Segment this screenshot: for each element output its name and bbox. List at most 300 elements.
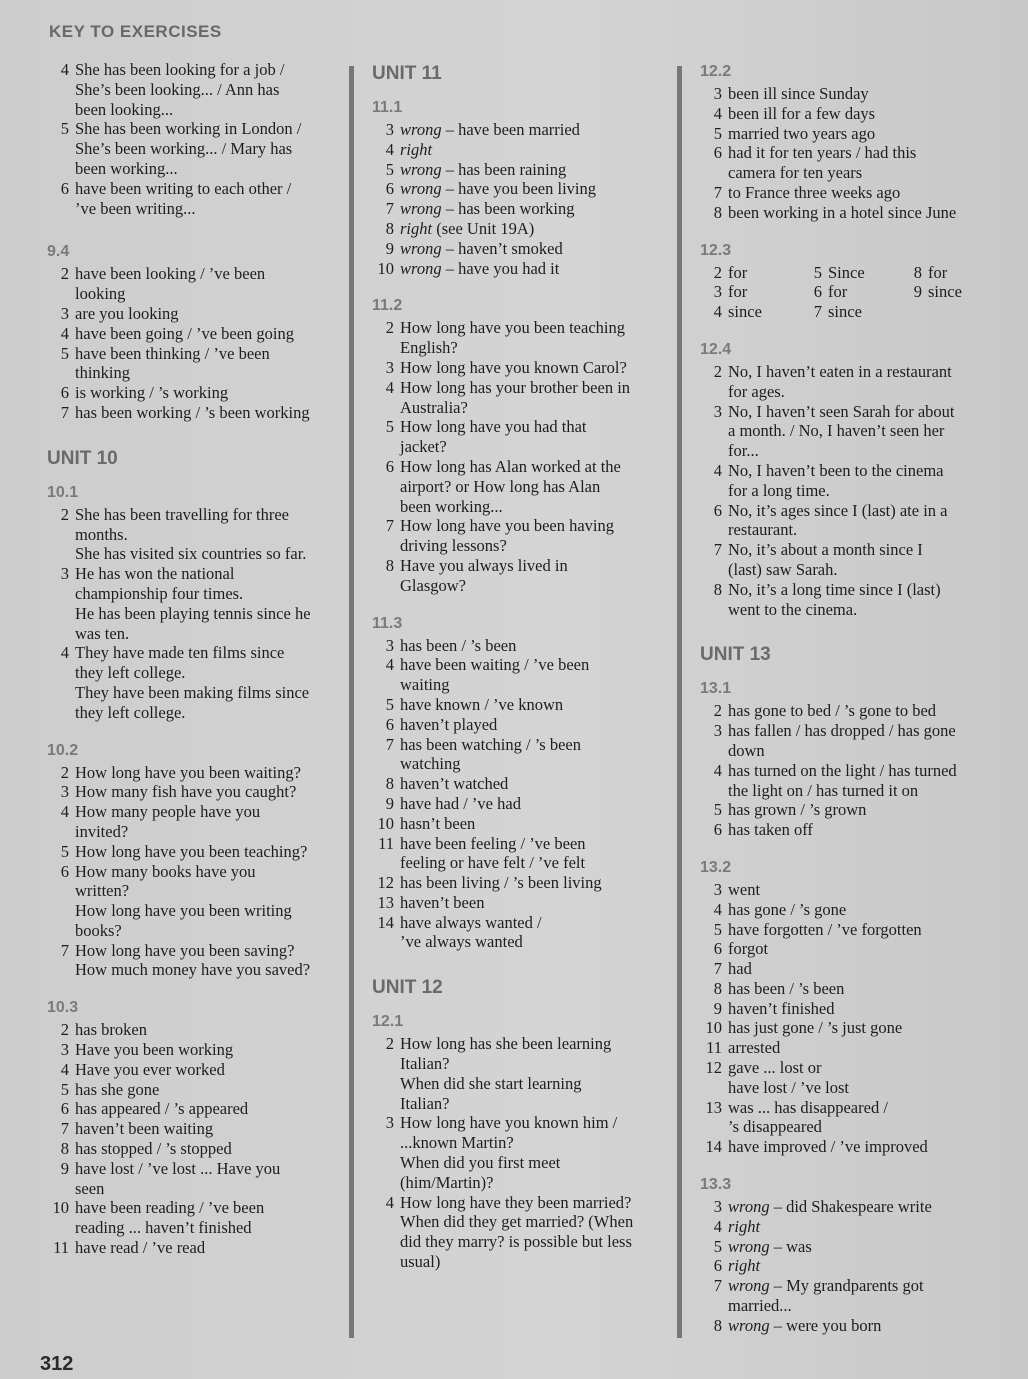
answer-line [47, 100, 347, 120]
answer-line [700, 540, 1000, 560]
item-number: 7 [385, 734, 394, 754]
answer-correction: – has been raining [441, 159, 567, 179]
item-number: 4 [385, 655, 394, 675]
answer-text [722, 1276, 924, 1296]
answer-line [372, 735, 672, 755]
answer-text: has grown / ’s grown [728, 800, 867, 820]
answer-text: has been living / ’s been living [400, 873, 602, 893]
answer-line [372, 199, 672, 219]
section-title: 10.2 [47, 741, 79, 759]
answer-line [372, 1074, 672, 1094]
answer-text: been ill since Sunday [728, 84, 869, 103]
answer-line [700, 1197, 1000, 1217]
answer-line [372, 893, 672, 913]
answer-text: ...known Martin? [400, 1133, 514, 1153]
answer-line [372, 853, 672, 873]
answer-line [700, 520, 1000, 540]
answer-line [47, 901, 347, 921]
answer-text: for... [728, 441, 759, 461]
answer-text: No, I haven’t seen Sarah for about [728, 401, 955, 421]
section-title: 12.1 [372, 1013, 404, 1031]
answer-correction: – have you been living [441, 179, 596, 199]
answer-line [700, 979, 1000, 999]
item-number: 10 [377, 258, 394, 278]
answer-text: How much money have you saved? [75, 960, 311, 980]
answer-text: watching [400, 754, 461, 774]
item-number: 3 [713, 1197, 722, 1217]
answer-text: months. [75, 524, 128, 544]
answer-verdict: wrong [400, 199, 442, 219]
answer-line [700, 1058, 1000, 1078]
answer-text: has just gone / ’s just gone [728, 1018, 903, 1038]
answer-line [47, 60, 347, 80]
answer-line [700, 1137, 1000, 1157]
answer-line [372, 1054, 672, 1074]
answer-line [700, 382, 1000, 402]
answer-line [47, 763, 347, 783]
answer-line [700, 1316, 1000, 1336]
answer-text: (him/Martin)? [400, 1172, 494, 1192]
item-number: 5 [385, 417, 394, 437]
answer-text: ’ve always wanted [400, 932, 523, 952]
item-number: 3 [713, 282, 722, 302]
answer-text: haven’t played [400, 714, 498, 734]
answer-line [372, 358, 672, 378]
item-number [372, 1054, 394, 1074]
answer-text: How many people have you [75, 802, 261, 822]
item-number: 4 [713, 899, 722, 919]
answer-text: books? [75, 920, 122, 940]
answer-text: How long have you been writing [75, 901, 292, 921]
answer-line [700, 741, 1000, 761]
item-number: 8 [60, 1139, 69, 1159]
item-number: 7 [60, 402, 69, 422]
answer-text [722, 1237, 812, 1257]
answer-line [372, 556, 672, 576]
answer-text: arrested [728, 1038, 781, 1058]
item-number: 11 [53, 1238, 69, 1258]
answer-line [700, 362, 1000, 382]
answer-line [47, 624, 347, 644]
item-number: 8 [913, 262, 922, 282]
answer-text: haven’t been [400, 892, 485, 912]
item-number: 2 [60, 264, 69, 284]
answer-text: for a long time. [728, 480, 830, 500]
item-number [47, 624, 69, 644]
item-number [47, 881, 69, 901]
answer-line [700, 104, 1000, 124]
answer-text: is working / ’s working [75, 383, 229, 403]
answer-text [722, 1217, 760, 1237]
item-number: 6 [385, 456, 394, 476]
answer-line [47, 139, 347, 159]
page-number: 312 [40, 1353, 74, 1375]
answer-line [47, 1099, 347, 1119]
answer-line [372, 1173, 672, 1193]
answer-text: for [928, 262, 948, 282]
answer-line [47, 683, 347, 703]
item-number: 5 [713, 123, 722, 143]
answer-line [47, 1119, 347, 1139]
item-number [47, 363, 69, 383]
answer-line [700, 183, 1000, 203]
answer-text: to France three weeks ago [728, 182, 901, 202]
answer-line [372, 932, 672, 952]
item-number [47, 100, 69, 120]
answer-line [372, 1113, 672, 1133]
answer-text: How long have you had that [400, 417, 587, 437]
answer-line [47, 525, 347, 545]
item-number [372, 1094, 394, 1114]
answer-line [700, 1117, 1000, 1137]
item-number [372, 338, 394, 358]
answer-line [700, 1038, 1000, 1058]
answer-text: have lost / ’ve lost ... Have you [75, 1158, 281, 1178]
answer-line [47, 80, 347, 100]
item-number [47, 703, 69, 723]
item-number: 4 [385, 1192, 394, 1212]
section-title: 10.1 [47, 483, 79, 501]
answer-text: have been thinking / ’ve been [75, 343, 270, 363]
item-number: 3 [60, 564, 69, 584]
item-number: 3 [385, 1113, 394, 1133]
item-number [47, 1218, 69, 1238]
item-number [47, 159, 69, 179]
answer-grid [700, 263, 1000, 322]
answer-text: restaurant. [728, 520, 798, 540]
section-title: 10.3 [47, 999, 79, 1017]
item-number: 5 [60, 119, 69, 139]
answer-line [700, 84, 1000, 104]
answer-text: married two years ago [728, 123, 876, 143]
answer-text: When did she start learning [400, 1073, 582, 1093]
answer-line [372, 636, 672, 656]
answer-line [47, 199, 347, 219]
answer-text: How many fish have you caught? [75, 782, 297, 802]
item-number: 7 [713, 182, 722, 202]
answer-line [372, 219, 672, 239]
answer-line [47, 584, 347, 604]
answer-verdict: wrong [400, 258, 442, 278]
answer-text: She has been travelling for three [75, 504, 289, 524]
section-title: 12.2 [700, 63, 732, 80]
answer-line [372, 1094, 672, 1114]
answer-line [372, 774, 672, 794]
answer-correction: – have been married [441, 120, 580, 139]
item-number [47, 80, 69, 100]
item-number: 4 [713, 460, 722, 480]
answer-text: haven’t finished [728, 998, 835, 1018]
item-number: 3 [60, 782, 69, 802]
section-title: 11.1 [372, 99, 403, 116]
answer-line [700, 1098, 1000, 1118]
answer-line [700, 1296, 1000, 1316]
column-divider-right [677, 66, 682, 1338]
unit-title: UNIT 11 [372, 63, 442, 84]
answer-verdict: wrong [400, 120, 442, 139]
answer-text: has been working / ’s been working [75, 402, 310, 422]
answer-text: How many books have you [75, 861, 256, 881]
answer-line [372, 814, 672, 834]
answer-text: How long have you known him / [400, 1113, 618, 1133]
answer-line [47, 643, 347, 663]
item-number [700, 600, 722, 620]
item-number [47, 663, 69, 683]
item-number: 11 [706, 1038, 722, 1058]
answer-line [372, 417, 672, 437]
answer-correction: – has been working [441, 199, 575, 219]
answer-text: since [928, 282, 962, 302]
section-title: 9.4 [47, 243, 70, 261]
answer-line [372, 497, 672, 517]
item-number [47, 199, 69, 219]
answer-text: for [828, 282, 848, 302]
answer-text: camera for ten years [728, 163, 863, 183]
item-number [372, 576, 394, 596]
item-number: 6 [60, 383, 69, 403]
item-number [372, 675, 394, 695]
answer-text: reading ... haven’t finished [75, 1218, 252, 1238]
answer-text: has fallen / has dropped / has gone [728, 721, 956, 741]
answer-text: has been / ’s been [400, 635, 517, 655]
answer-line [47, 304, 347, 324]
answer-line [47, 159, 347, 179]
answer-line [372, 794, 672, 814]
answer-line [47, 1139, 347, 1159]
answer-text: has gone to bed / ’s gone to bed [728, 701, 937, 721]
item-number [47, 284, 69, 304]
answer-text: have been writing to each other / [75, 178, 292, 198]
item-number: 8 [385, 774, 394, 794]
item-number [372, 497, 394, 517]
answer-line [372, 477, 672, 497]
answer-line [700, 999, 1000, 1019]
item-number [47, 604, 69, 624]
answer-text [394, 199, 574, 219]
answer-text: seen [75, 1178, 105, 1198]
item-number: 3 [385, 357, 394, 377]
section-title: 11.3 [372, 614, 403, 632]
answer-verdict: wrong [728, 1315, 770, 1335]
item-number: 5 [713, 1236, 722, 1256]
item-number [372, 398, 394, 418]
answer-line [47, 264, 347, 284]
item-number: 6 [60, 861, 69, 881]
answer-line [700, 580, 1000, 600]
answer-line [700, 124, 1000, 144]
answer-line [47, 324, 347, 344]
answer-line [700, 920, 1000, 940]
answer-line [700, 600, 1000, 620]
item-number [47, 683, 69, 703]
item-number: 2 [713, 701, 722, 721]
answer-text: Since [828, 262, 865, 282]
item-number: 10 [377, 813, 394, 833]
answer-cell [700, 263, 800, 283]
answer-text: jacket? [400, 437, 447, 457]
answer-text: been ill for a few days [728, 103, 876, 123]
item-number: 12 [705, 1058, 722, 1078]
item-number: 9 [60, 1158, 69, 1178]
answer-line [700, 880, 1000, 900]
item-number [47, 921, 69, 941]
answer-line [372, 378, 672, 398]
answer-text: feeling or have felt / ’ve felt [400, 853, 586, 873]
section-title: 13.1 [700, 680, 732, 698]
answer-line [372, 338, 672, 358]
item-number: 4 [713, 760, 722, 780]
answer-text: How long have you been waiting? [75, 762, 301, 782]
item-number: 6 [713, 143, 722, 163]
answer-text [722, 1316, 881, 1336]
answer-text: Australia? [400, 397, 468, 417]
column-1 [47, 60, 347, 1258]
answer-text: English? [400, 338, 458, 358]
answer-line [47, 344, 347, 364]
answer-verdict: wrong [400, 179, 442, 199]
answer-line [372, 1232, 672, 1252]
answer-text: have been looking / ’ve been [75, 264, 266, 284]
item-number [372, 853, 394, 873]
answer-line [372, 695, 672, 715]
answer-text: has gone / ’s gone [728, 899, 847, 919]
answer-text: How long have you been having [400, 516, 614, 536]
answer-text: He has been playing tennis since he [75, 603, 311, 623]
unit-title: UNIT 10 [47, 447, 118, 469]
answer-line [47, 881, 347, 901]
item-number: 7 [385, 516, 394, 536]
answer-text: airport? or How long has Alan [400, 476, 601, 496]
answer-line [700, 560, 1000, 580]
item-number: 3 [713, 721, 722, 741]
item-number: 8 [385, 218, 394, 238]
answer-text: are you looking [75, 303, 179, 323]
answer-cell [800, 282, 900, 302]
answer-text: the light on / has turned it on [728, 780, 919, 800]
column-2 [372, 60, 672, 1272]
item-number [372, 477, 394, 497]
item-number: 4 [60, 643, 69, 663]
answer-text: been working... [400, 496, 503, 516]
answer-line [700, 761, 1000, 781]
answer-text: has stopped / ’s stopped [75, 1139, 232, 1159]
item-number [372, 437, 394, 457]
item-number: 3 [713, 879, 722, 899]
item-number: 4 [60, 60, 69, 79]
item-number [372, 1212, 394, 1232]
item-number: 10 [52, 1198, 69, 1218]
item-number [47, 960, 69, 980]
item-number: 2 [60, 762, 69, 782]
answer-text: has been watching / ’s been [400, 734, 581, 754]
answer-text: been working in a hotel since June [728, 202, 957, 222]
item-number: 3 [60, 1040, 69, 1060]
answer-verdict: right [400, 139, 433, 159]
answer-verdict: wrong [400, 238, 442, 258]
answer-text: have known / ’ve known [400, 694, 564, 714]
answer-line [47, 1179, 347, 1199]
answer-line [47, 862, 347, 882]
answer-line [372, 1034, 672, 1054]
answer-text: was ten. [75, 623, 130, 643]
answer-correction: – were you born [769, 1315, 882, 1335]
answer-text: looking [75, 284, 126, 304]
answer-line [47, 822, 347, 842]
item-number: 6 [60, 1099, 69, 1119]
answer-text: They have made ten films since [75, 643, 285, 663]
item-number: 2 [385, 1034, 394, 1054]
answer-text: did they marry? is possible but less [400, 1232, 632, 1252]
answer-line [700, 939, 1000, 959]
answer-cell [800, 302, 900, 322]
item-number: 14 [377, 912, 394, 932]
answer-text: for [728, 262, 748, 282]
answer-cell [900, 282, 1000, 302]
item-number [372, 1074, 394, 1094]
item-number: 10 [705, 1018, 722, 1038]
answer-line [372, 913, 672, 933]
item-number: 4 [713, 1216, 722, 1236]
item-number: 13 [377, 892, 394, 912]
answer-line [372, 259, 672, 279]
answer-line [372, 179, 672, 199]
answer-text: been working... [75, 158, 178, 178]
answer-text: married... [728, 1296, 792, 1316]
item-number [372, 932, 394, 952]
item-number: 13 [705, 1097, 722, 1117]
answer-text: have been waiting / ’ve been [400, 655, 590, 675]
answer-line [700, 1256, 1000, 1276]
answer-line [700, 481, 1000, 501]
answer-text [394, 219, 534, 239]
page-header: KEY TO EXERCISES [49, 22, 222, 41]
answer-text: have been going / ’ve been going [75, 323, 295, 343]
answer-line [372, 754, 672, 774]
item-number: 5 [385, 159, 394, 179]
answer-text: Glasgow? [400, 575, 466, 595]
answer-text: No, it’s about a month since I [728, 540, 923, 560]
answer-line [700, 1018, 1000, 1038]
answer-text [394, 259, 559, 279]
answer-text: went to the cinema. [728, 599, 858, 619]
item-number: 6 [713, 939, 722, 959]
answer-line [372, 516, 672, 536]
answer-line [372, 715, 672, 735]
answer-line [372, 536, 672, 556]
answer-text: She has visited six countries so far. [75, 544, 307, 564]
item-number: 4 [713, 302, 722, 322]
answer-text [394, 140, 432, 160]
answer-text: (last) saw Sarah. [728, 559, 838, 579]
answer-text: She’s been looking... / Ann has [75, 79, 280, 99]
answer-line [372, 140, 672, 160]
answer-correction: – have you had it [441, 258, 560, 278]
answer-text: No, it’s ages since I (last) ate in a [728, 500, 948, 520]
answer-text: No, I haven’t eaten in a restaurant [728, 361, 952, 381]
item-number: 8 [713, 579, 722, 599]
answer-line [47, 703, 347, 723]
answer-text: How long have you been teaching? [75, 841, 308, 861]
answer-line [700, 461, 1000, 481]
item-number: 9 [913, 282, 922, 302]
answer-line [372, 160, 672, 180]
answer-line [700, 163, 1000, 183]
answer-text: No, it’s a long time since I (last) [728, 579, 941, 599]
answer-line [47, 663, 347, 683]
answer-text: written? [75, 881, 130, 901]
answer-text: How long has your brother been in [400, 377, 631, 397]
item-number [47, 822, 69, 842]
